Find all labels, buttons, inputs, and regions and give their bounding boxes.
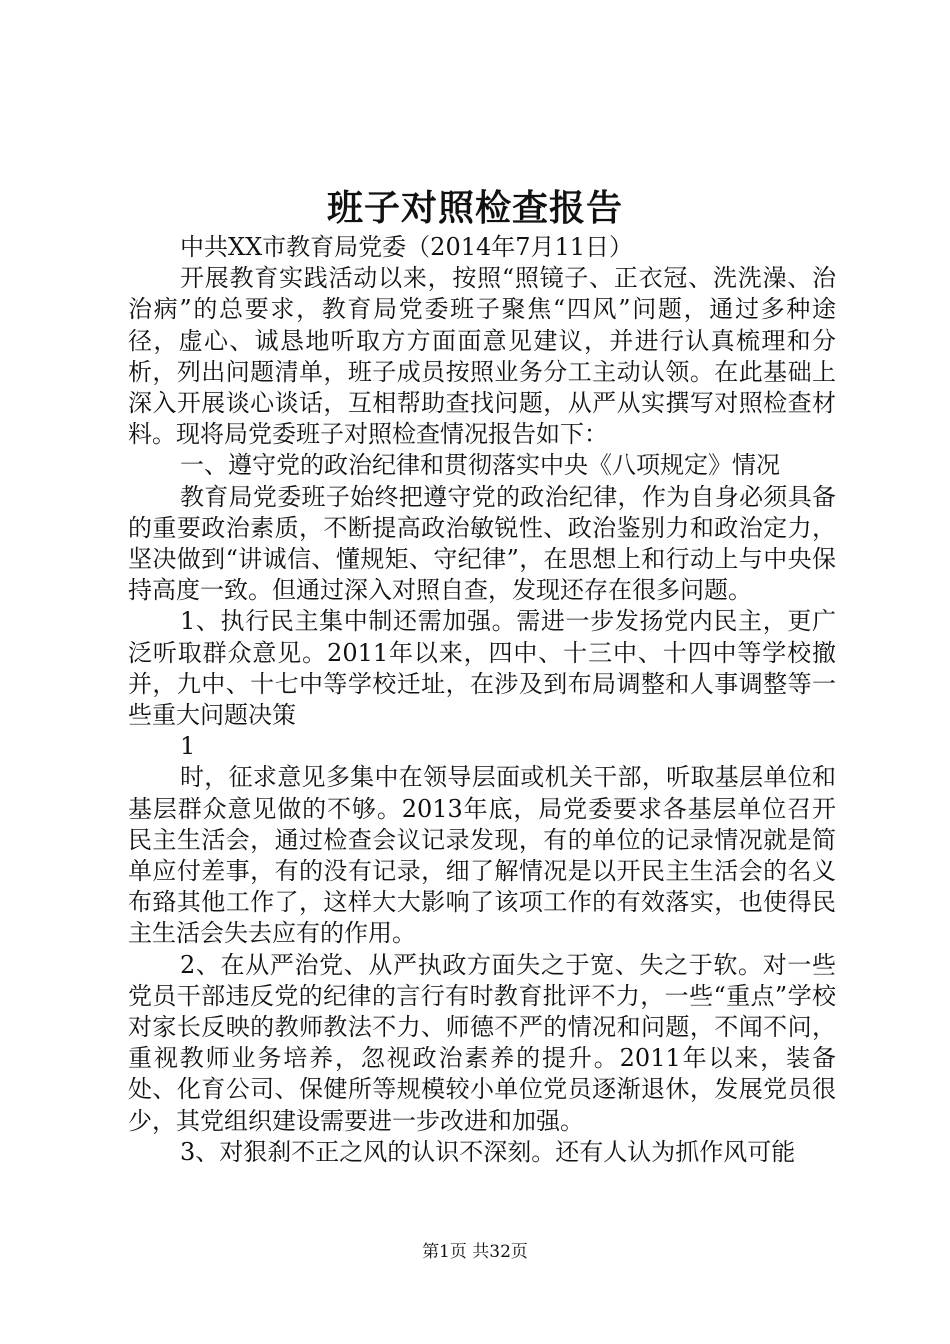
intro-paragraph: 开展教育实践活动以来，按照“照镜子、正衣冠、洗洗澡、治治病”的总要求，教育局党委班子聚焦“四风”问题，通过多种途径，虚心、诚恳地听取方方面面意见建议，并进行认真梳理和分析，列出问题清单，班子成员按照业务分工主动认领。在此基础上深入开展谈心谈话，互相帮助查找问题，从严从实撰写对照检查材料。现将局党委班子对照检查情况报告如下： — [128, 264, 836, 449]
item-1-paragraph: 1、执行民主集中制还需加强。需进一步发扬党内民主，更广泛听取群众意见。2011年以来，四中、十三中、十四中等学校撤并，九中、十七中等学校迁址，在涉及到布局调整和人事调整等一些重大问题决策 — [128, 607, 836, 730]
item-1-continued-paragraph: 时，征求意见多集中在领导层面或机关干部，听取基层单位和基层群众意见做的不够。2013年底，局党委要求各基层单位召开民主生活会，通过检查会议记录发现，有的单位的记录情况就是简单应付差事，有的没有记录，细了解情况是以开民主生活会的名义布臵其他工作了，这样大大影响了该项工作的有效落实，也使得民主生活会失去应有的作用。 — [128, 763, 836, 948]
document-title: 班子对照检查报告 — [326, 187, 623, 229]
issuer-line: 中共XX市教育局党委（2014年7月11日） — [180, 233, 634, 261]
section-1-paragraph: 教育局党委班子始终把遵守党的政治纪律，作为自身必须具备的重要政治素质，不断提高政治敏锐性、政治鉴别力和政治定力，坚决做到“讲诚信、懂规矩、守纪律”，在思想上和行动上与中央保持高度一致。但通过深入对照自查，发现还存在很多问题。 — [128, 482, 836, 605]
section-heading-1: 一、遵守党的政治纪律和贯彻落实中央《八项规定》情况 — [180, 451, 780, 480]
inline-page-number: 1 — [180, 732, 196, 761]
item-2-paragraph: 2、在从严治党、从严执政方面失之于宽、失之于软。对一些党员干部违反党的纪律的言行有时教育批评不力，一些“重点”学校对家长反映的教师教法不力、师德不严的情况和问题，不闻不问，重视教师业务培养，忽视政治素养的提升。2011年以来，装备处、化育公司、保健所等规模较小单位党员逐渐退休，发展党员很少，其党组织建设需要进一步改进和加强。 — [128, 950, 836, 1135]
document-body — [128, 232, 836, 1168]
item-3-paragraph: 3、对狠刹不正之风的认识不深刻。还有人认为抓作风可能 — [180, 1137, 796, 1166]
page-footer: 第1页 共32页 — [422, 1242, 528, 1262]
